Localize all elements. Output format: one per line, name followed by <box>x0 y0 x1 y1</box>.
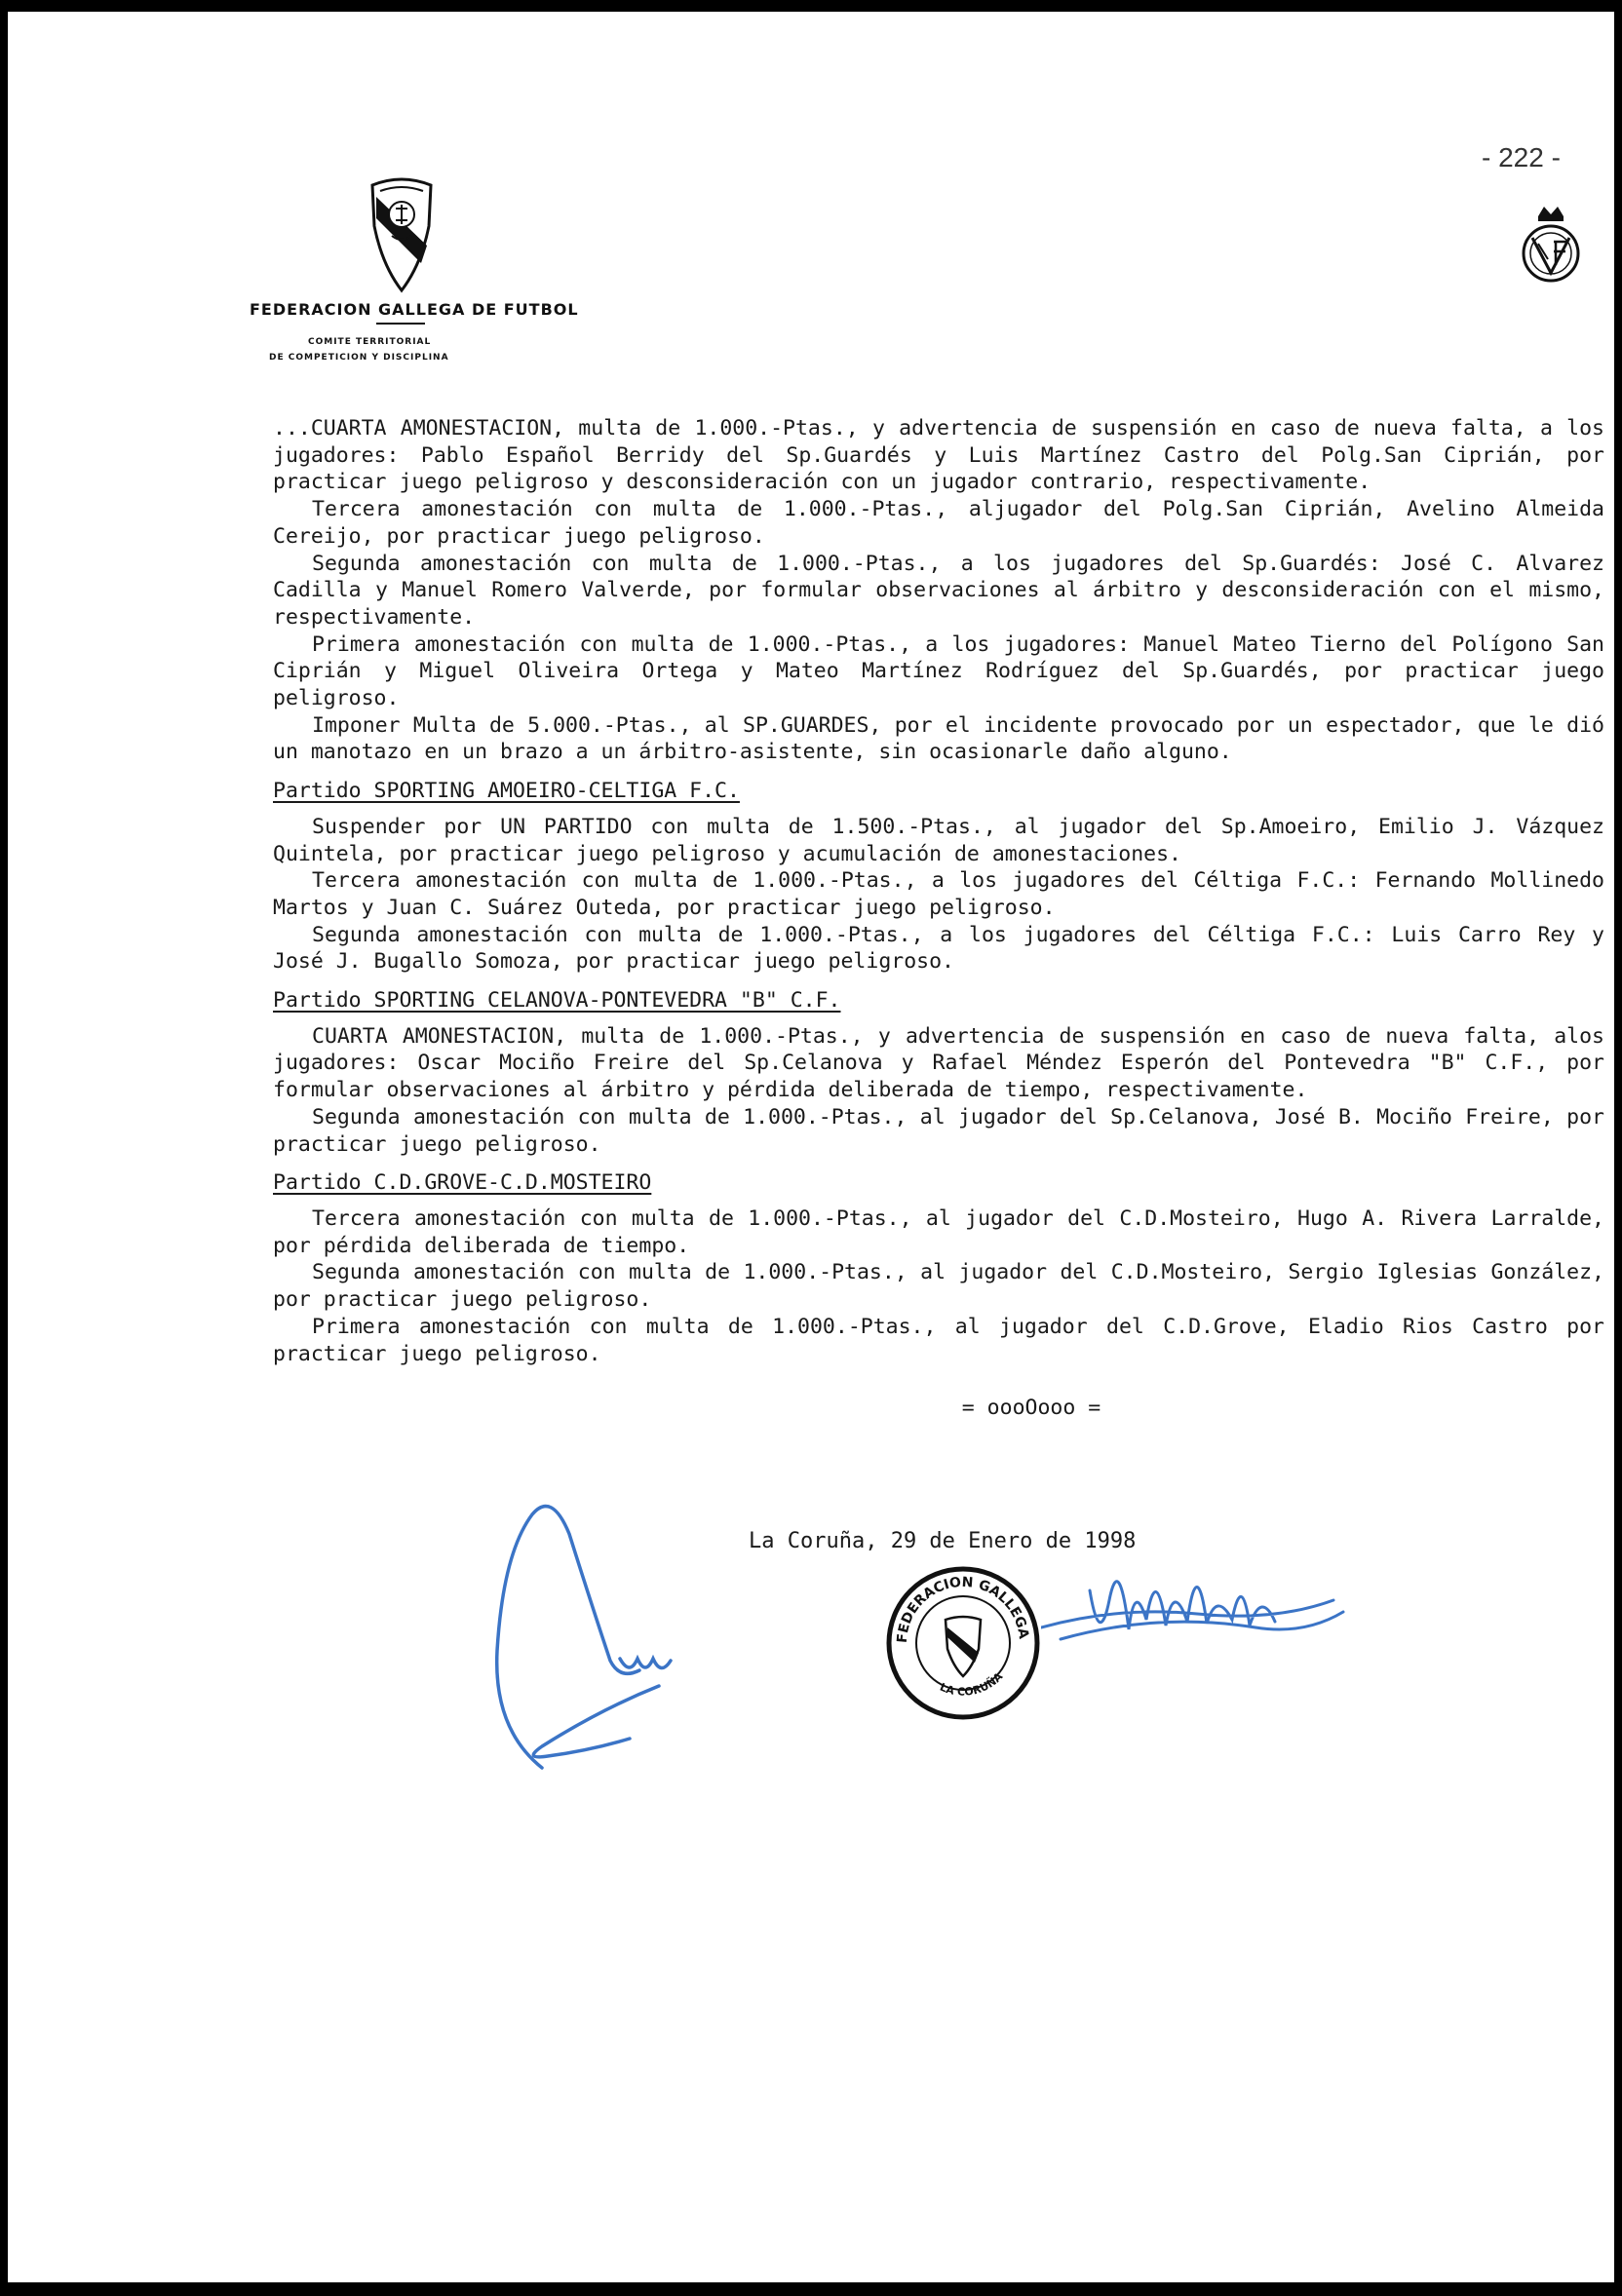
document-page <box>8 12 1614 2282</box>
federation-crest-icon <box>363 175 441 301</box>
paragraph: Segunda amonestación con multa de 1.000.-Ptas., al jugador del C.D.Mosteiro, Sergio Iglesias González, por practicar juego peligroso. <box>273 1260 1604 1313</box>
place-date: La Coruña, 29 de Enero de 1998 <box>749 1529 1137 1553</box>
paragraph: Segunda amonestación con multa de 1.000.-Ptas., al jugador del Sp.Celanova, José B. Mociño Freire, por practicar juego peligroso. <box>273 1104 1604 1157</box>
match-heading: Partido SPORTING CELANOVA-PONTEVEDRA "B" C.F. <box>273 988 841 1014</box>
committee-line-2: DE COMPETICION Y DISCIPLINA <box>269 353 449 363</box>
federation-name: FEDERACION GALLEGA DE FUTBOL <box>250 300 579 319</box>
paragraph: Tercera amonestación con multa de 1.000.-Ptas., al jugador del C.D.Mosteiro, Hugo A. Rivera Larralde, por pérdida deliberada de tiempo. <box>273 1205 1604 1258</box>
federation-stamp <box>885 1565 1041 1725</box>
header-rule <box>376 323 425 325</box>
paragraph: Imponer Multa de 5.000.-Ptas., al SP.GUARDES, por el incidente provocado por un espectador, que le dió un manotazo en un brazo a un árbitro-asistente, sin ocasionarle daño alguno. <box>273 712 1604 765</box>
paragraph: Segunda amonestación con multa de 1.000.-Ptas., a los jugadores del Sp.Guardés: José C. Alvarez Cadilla y Manuel Romero Valverde, por formular observaciones al árbitro y desconsideración con el mismo, respectivamente. <box>273 551 1604 630</box>
paragraph: CUARTA AMONESTACION, multa de 1.000.-Ptas., y advertencia de suspensión en caso de nueva falta, alos jugadores: Oscar Mociño Freire del Sp.Celanova y Rafael Méndez Esperón del Pontevedra "B" C.F., por formular observaciones al árbitro y pérdida deliberada de tiempo, respectivamente. <box>273 1023 1604 1103</box>
paragraph: Suspender por UN PARTIDO con multa de 1.500.-Ptas., al jugador del Sp.Amoeiro, Emilio J. Vázquez Quintela, por practicar juego peligroso y acumulación de amonestaciones. <box>273 814 1604 866</box>
paragraph: Segunda amonestación con multa de 1.000.-Ptas., a los jugadores del Céltiga F.C.: Luis Carro Rey y José J. Bugallo Somoza, por practicar juego peligroso. <box>273 922 1604 975</box>
rfef-emblem-icon <box>1517 203 1585 294</box>
paragraph: Primera amonestación con multa de 1.000.-Ptas., al jugador del C.D.Grove, Eladio Rios Castro por practicar juego peligroso. <box>273 1314 1604 1366</box>
resolution-body <box>273 415 1604 1422</box>
page-number: - 222 - <box>1482 142 1561 172</box>
signature-right <box>1041 1542 1353 1672</box>
match-heading: Partido SPORTING AMOEIRO-CELTIGA F.C. <box>273 779 740 804</box>
stamp-text-bottom: LA CORUÑA <box>938 1669 1006 1699</box>
paragraph: Tercera amonestación con multa de 1.000.-Ptas., aljugador del Polg.San Ciprián, Avelino Almeida Cereijo, por practicar juego peligroso. <box>273 497 1604 549</box>
committee-line-1: COMITE TERRITORIAL <box>308 337 432 347</box>
separator: = oooOooo = <box>961 1396 1101 1421</box>
signature-left <box>483 1495 708 1791</box>
paragraph: Primera amonestación con multa de 1.000.-Ptas., a los jugadores: Manuel Mateo Tierno del Polígono San Ciprián y Miguel Oliveira Ortega y Mateo Martínez Rodríguez del Sp.Guardés, por practicar juego peligroso. <box>273 631 1604 711</box>
match-heading: Partido C.D.GROVE-C.D.MOSTEIRO <box>273 1170 652 1196</box>
paragraph: ...CUARTA AMONESTACION, multa de 1.000.-Ptas., y advertencia de suspensión en caso de nueva falta, a los jugadores: Pablo Español Berridy del Sp.Guardés y Luis Martínez Castro del Polg.San Ciprián, por practicar juego peligroso y desconsideración con un jugador contrario, respectivamente. <box>273 416 1604 495</box>
paragraph: Tercera amonestación con multa de 1.000.-Ptas., a los jugadores del Céltiga F.C.: Fernando Mollinedo Martos y Juan C. Suárez Outeda, por practicar juego peligroso. <box>273 868 1604 920</box>
stamp-text-top: FEDERACION GALLEGA <box>894 1574 1031 1644</box>
